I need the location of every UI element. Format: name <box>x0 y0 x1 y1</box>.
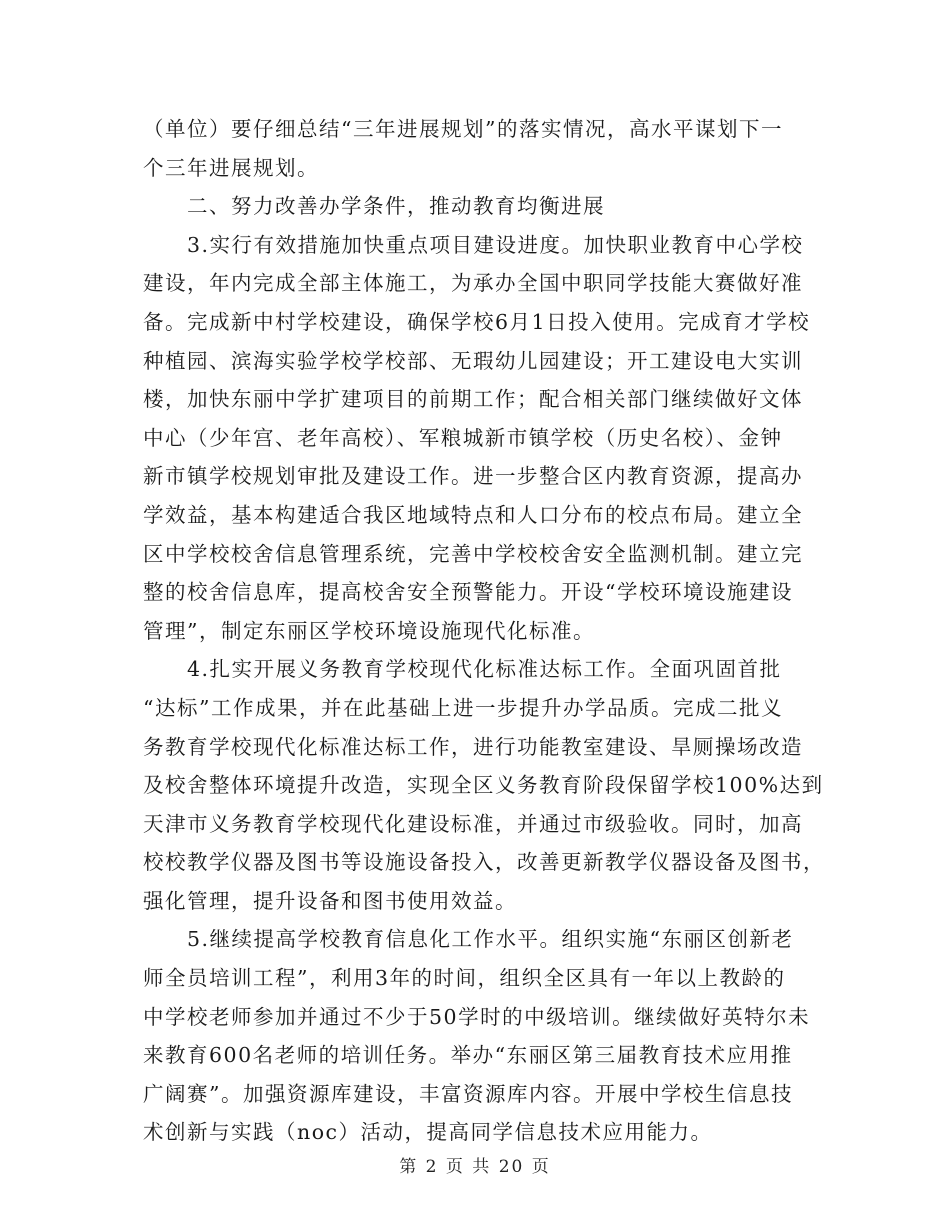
text-line: 术创新与实践（noc）活动，提高同学信息技术应用能力。 <box>143 1120 713 1145</box>
section-heading: 二、努力改善办学条件，推动教育均衡进展 <box>187 194 605 219</box>
text-line: 务教育学校现代化标准达标工作，进行功能教室建设、旱厕操场改造 <box>143 734 803 759</box>
text-line: 中学校老师参加并通过不少于50学时的中级培训。继续做好英特尔未 <box>143 1004 811 1029</box>
document-body <box>143 110 825 1152</box>
text-line: 来教育600名老师的培训任务。举办“东丽区第三届教育技术应用推 <box>143 1043 793 1068</box>
text-line: 新市镇学校规划审批及建设工作。进一步整合区内教育资源，提高办 <box>143 464 803 489</box>
paragraph-start: 4.扎实开展义务教育学校现代化标准达标工作。全面巩固首批 <box>187 657 782 682</box>
text-line: 个三年进展规划。 <box>143 155 319 180</box>
text-line: 中心（少年宫、老年高校）、军粮城新市镇学校（历史名校）、金钟 <box>143 425 783 450</box>
text-line: 师全员培训工程”，利用3年的时间，组织全区具有一年以上教龄的 <box>143 966 786 991</box>
text-line: 整的校舍信息库，提高校舍安全预警能力。开设“学校环境设施建设 <box>143 580 793 605</box>
text-line: 管理”，制定东丽区学校环境设施现代化标准。 <box>143 618 595 643</box>
text-line: 天津市义务教育学校现代化建设标准，并通过市级验收。同时，加高 <box>143 811 803 836</box>
text-line: 校校教学仪器及图书等设施设备投入，改善更新教学仪器设备及图书， <box>143 850 825 875</box>
text-line: 区中学校校舍信息管理系统，完善中学校校舍安全监测机制。建立完 <box>143 541 803 566</box>
text-line: 楼，加快东丽中学扩建项目的前期工作；配合相关部门继续做好文体 <box>143 387 803 412</box>
text-line: 强化管理，提升设备和图书使用效益。 <box>143 888 517 913</box>
text-line: 学效益，基本构建适合我区地域特点和人口分布的校点布局。建立全 <box>143 502 803 527</box>
paragraph-start: 5.继续提高学校教育信息化工作水平。组织实施“东丽区创新老 <box>187 927 794 952</box>
text-line: 建设，年内完成全部主体施工，为承办全国中职同学技能大赛做好准 <box>143 271 803 296</box>
text-line: 备。完成新中村学校建设，确保学校6月1日投入使用。完成育才学校 <box>143 309 811 334</box>
text-line: 及校舍整体环境提升改造，实现全区义务教育阶段保留学校100%达到 <box>143 773 824 798</box>
paragraph-start: 3.实行有效措施加快重点项目建设进度。加快职业教育中心学校 <box>187 232 804 257</box>
page-footer: 第 2 页 共 20 页 <box>399 1157 551 1177</box>
text-line: （单位）要仔细总结“三年进展规划”的落实情况，高水平谋划下一 <box>143 117 783 141</box>
text-line: “达标”工作成果，并在此基础上进一步提升办学品质。完成二批义 <box>143 695 783 720</box>
text-line: 广阔赛”。加强资源库建设，丰富资源库内容。开展中学校生信息技 <box>143 1081 793 1106</box>
text-line: 种植园、滨海实验学校学校部、无瑕幼儿园建设；开工建设电大实训 <box>143 348 803 373</box>
